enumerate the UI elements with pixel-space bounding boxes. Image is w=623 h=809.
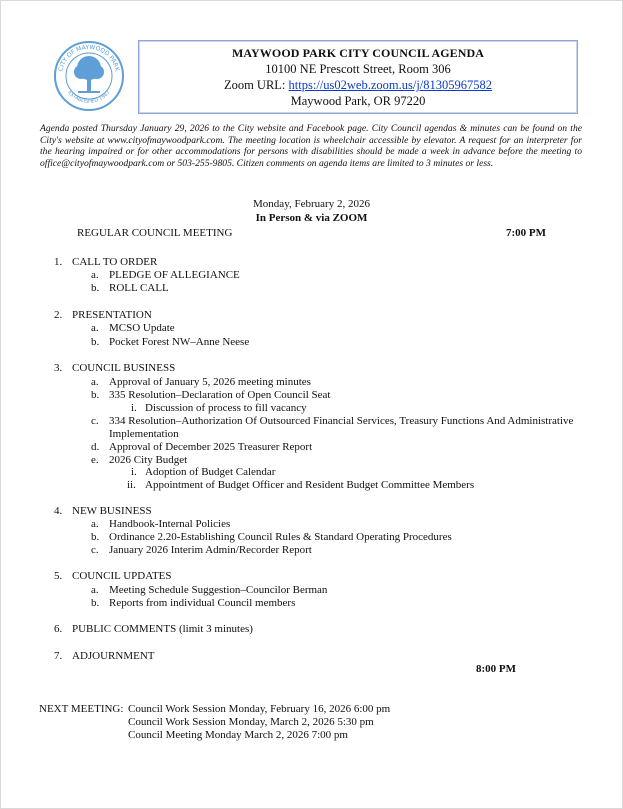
seal-top-text: CITY OF MAYWOOD PARK [57,43,121,72]
item-mark: a. [91,584,99,596]
section-number: 5. [54,570,63,582]
item-mark: b. [91,282,100,294]
item-mark: a. [91,269,99,281]
item-mark: b. [91,389,100,401]
section-number: 1. [54,256,63,268]
agenda-item: Handbook-Internal Policies [109,518,231,530]
agenda-item: ROLL CALL [109,282,169,294]
item-mark: a. [91,518,99,530]
section-title: NEW BUSINESS [72,505,152,517]
agenda-item: Approval of January 5, 2026 meeting minutes [109,376,311,388]
subitem-mark: ii. [127,479,136,491]
item-mark: c. [91,544,99,556]
section-number: 6. [54,623,63,635]
item-mark: b. [91,336,100,348]
seal-bottom-text: ESTABLISHED 1967 [66,89,112,105]
city-line: Maywood Park, OR 97220 [290,94,426,108]
agenda-item: Approval of December 2025 Treasurer Report [109,441,313,453]
agenda-item: January 2026 Interim Admin/Recorder Report [109,544,312,556]
section-title: COUNCIL UPDATES [72,570,172,582]
section-title: ADJOURNMENT [72,650,155,662]
item-mark: d. [91,441,100,453]
item-mark: b. [91,597,100,609]
meeting-type: REGULAR COUNCIL MEETING [77,227,233,239]
item-mark: c. [91,415,99,427]
item-mark: b. [91,531,100,543]
agenda-item: Ordinance 2.20-Establishing Council Rules & Standard Operating Procedures [109,531,452,543]
section-title: COUNCIL BUSINESS [72,362,176,374]
header-box [138,40,578,114]
item-mark: e. [91,454,99,466]
item-mark: a. [91,376,99,388]
agenda-title: MAYWOOD PARK CITY COUNCIL AGENDA [231,46,485,60]
section-number: 7. [54,650,63,662]
start-time: 7:00 PM [506,227,547,239]
agenda-item: Reports from individual Council members [109,597,296,609]
section-title: PUBLIC COMMENTS (limit 3 minutes) [72,623,253,635]
agenda-subitem: Appointment of Budget Officer and Resident Budget Committee Members [145,479,475,491]
section-number: 3. [54,362,63,374]
city-seal-logo [52,40,126,112]
section-title: CALL TO ORDER [72,256,158,268]
agenda-subitem: Adoption of Budget Calendar [145,466,276,478]
agenda-item: Meeting Schedule Suggestion–Councilor Berman [109,584,328,596]
meeting-date: Monday, February 2, 2026 [253,198,370,210]
address-line: 10100 NE Prescott Street, Room 306 [265,62,451,76]
agenda-item: Pocket Forest NW–Anne Neese [109,336,250,348]
zoom-line [139,77,577,93]
agenda-item: PLEDGE OF ALLEGIANCE [109,269,240,281]
posting-notice: Agenda posted Thursday January 29, 2026 to the City website and Facebook page. City Council agendas & minutes can be found on the City's website at www.cityofmaywoodpark.com. The meeting location is wheelchair accessible by elevator. A request for an interpreter for the hearing impaired or for other accommodations for persons with disabilities should be made a week in advance before the meeting to office@cityofmaywoodpark.com or 503-255-9805. Citizen comments on agenda items are limited to 3 minutes or less. [40,123,582,169]
subitem-mark: i. [131,466,137,478]
zoom-link[interactable]: https://us02web.zoom.us/j/81305967582 [288,78,493,92]
end-time: 8:00 PM [476,663,517,675]
next-meeting-line: Council Meeting Monday March 2, 2026 7:00 pm [128,729,348,741]
next-meeting-line: Council Work Session Monday, March 2, 2026 5:30 pm [128,716,374,728]
section-number: 2. [54,309,63,321]
meeting-mode: In Person & via ZOOM [255,212,368,224]
section-number: 4. [54,505,63,517]
next-meeting-line: Council Work Session Monday, February 16, 2026 6:00 pm [128,703,391,715]
subitem-mark: i. [131,402,137,414]
agenda-subitem: Discussion of process to fill vacancy [145,402,307,414]
section-title: PRESENTATION [72,309,152,321]
next-meeting-label: NEXT MEETING: [39,703,124,715]
agenda-item: MCSO Update [109,322,175,334]
agenda-item: 334 Resolution–Authorization Of Outsourced Financial Services, Treasury Functions And Administrative Implementation [109,415,574,440]
item-mark: a. [91,322,99,334]
zoom-label: Zoom URL: [223,78,289,92]
agenda-item: 335 Resolution–Declaration of Open Council Seat [109,389,331,401]
agenda-item: 2026 City Budget [109,454,188,466]
